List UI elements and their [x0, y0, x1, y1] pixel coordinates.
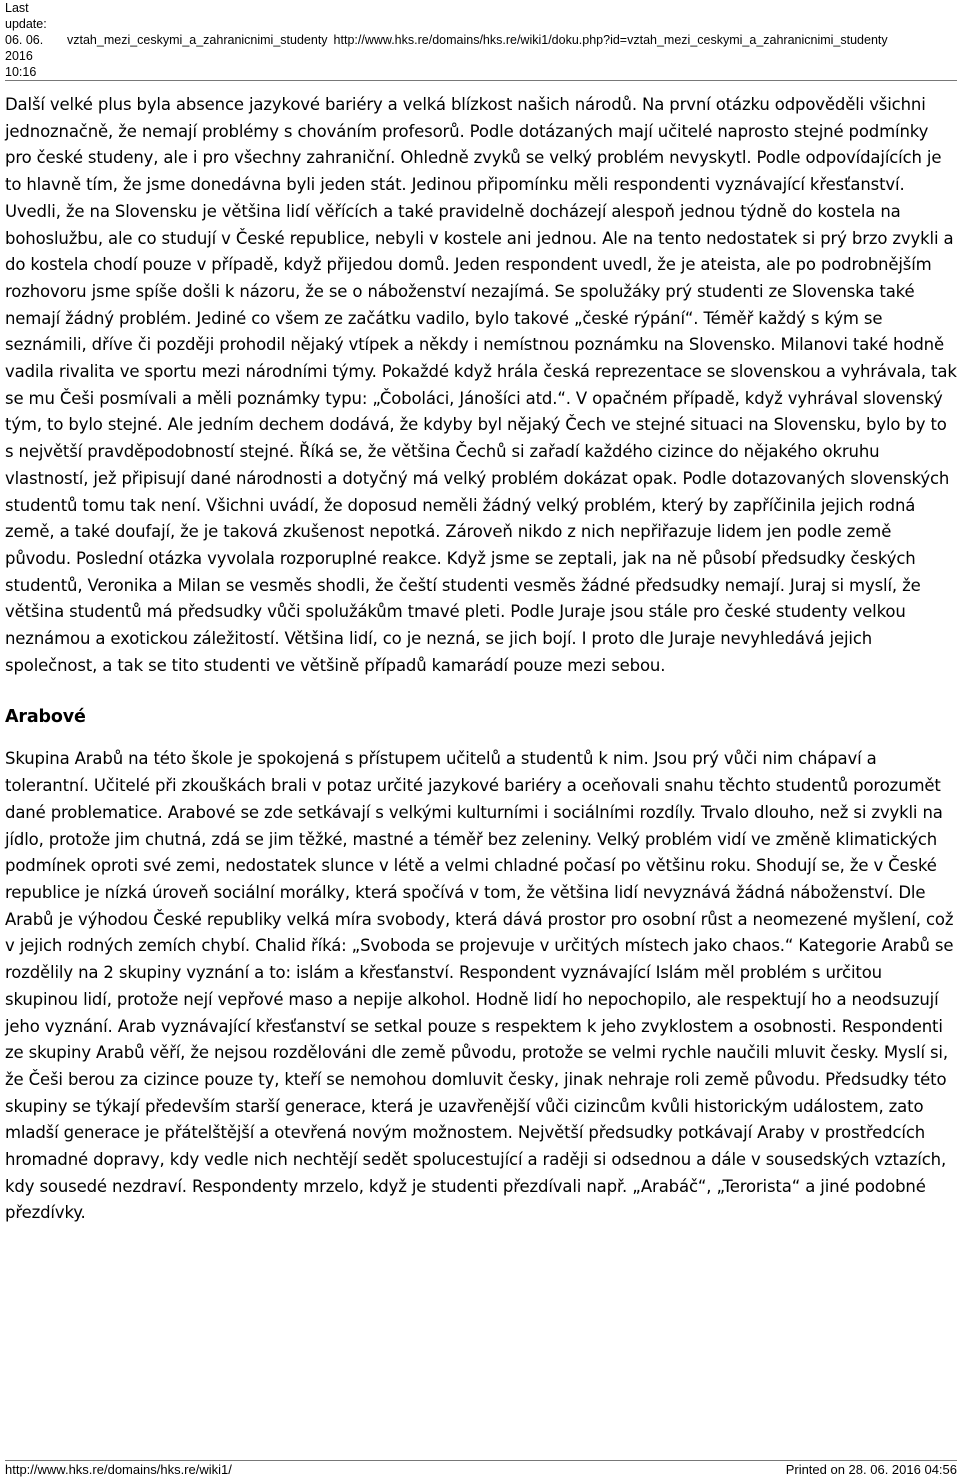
printed-on-text: Printed on 28. 06. 2016 04:56 — [785, 1462, 957, 1477]
section-heading-arabs: Arabové — [5, 707, 86, 728]
page-id: vztah_mezi_ceskymi_a_zahranicnimi_studenty — [67, 33, 328, 47]
body-paragraph-arabs: Skupina Arabů na této škole je spokojená s přístupem učitelů a studentů k nim. Jsou prý vůči nim chápaví a tolerantní. Učitelé při zkouškách brali v potaz určité jazykové bariéry a oceňovali snahu těchto studentů porozumět dané problematice. Arabové se zde setkávají s velkými kulturními i sociálními rozdíly. Trvalo dlouho, než si zvykli na jídlo, protože jim chutná, zdá se jim těžké, mastné a téměř bez zeleniny. Velký problém vidí ve změně klimatických podmínek oproti své zemi, nedostatek slunce v létě a velmi chladné počasí po většinu roku. Shodují se, že v České republice je nízká úroveň sociální morálky, která spočívá v tom, že většina lidí nevyznává žádná náboženství. Dle Arabů je výhodou České republiky velká míra svobody, která dává prostor pro osobní růst a neomezené myšlení, což v jejich rodných zemích chybí. Chalid říká: „Svoboda se projevuje v určitých místech jako chaos.“ Kategorie Arabů se rozdělily na 2 skupiny vyznání a to: islám a křesťanství. Respondent vyznávající Islám měl problém s určitou skupinou lidí, protože nejí vepřové maso a nepije alkohol. Hodně lidí ho nepochopilo, ale respektují ho a neodsuzují jeho vyznání. Arab vyznávající křesťanství se setkal pouze s respektem k jeho zvyklostem a osobnosti. Respondenti ze skupiny Arabů věří, že nejsou rozdělováni dle země původu, protože se velmi rychle naučili mluvit česky. Myslí si, že Češi berou za cizince pouze ty, kteří se nemohou domluvit česky, jinak nehraje roli země původu. Předsudky této skupiny se týkají především starší generace, která je uzavřenější vůči cizincům kvůli historickým událostem, zato mladší generace je přátelštější a otevřená novým možnostem. Největší předsudky potkávají Araby v prostředcích hromadné dopravy, kdy vedle nich nechtějí sedět spolucestující a raději si odsednou a dále v sousedských vztazích, kdy sousedé nezdraví. Respondenty mrzelo, když je studenti přezdívali např. „Arabáč“, „Terorista“ a jiné podobné přezdívky. — [5, 749, 954, 1223]
body-paragraph-slovaks: Další velké plus byla absence jazykové bariéry a velká blízkost našich národů. Na první otázku odpověděli všichni jednoznačně, že nemají problémy s chováním profesorů. Podle dotázaných mají učitelé naprosto stejné podmínky pro české studeny, ale i pro všechny zahraniční. Ohledně zvyků se velký problém nevyskytl. Podle odpovídajících je to hlavně tím, že jsme donedávna byli jeden stát. Jedinou připomínku měli respondenti vyznávající křesťanství. Uvedli, že na Slovensku je většina lidí věřících a také pravidelně docházejí alespoň jednou týdně do kostela na bohoslužbu, ale co studují v České republice, nebyli v kostele ani jednou. Ale na tento nedostatek si prý brzo zvykli a do kostela chodí pouze v případě, když přijedou domů. Jeden respondent uvedl, že je ateista, ale po podrobnějším rozhovoru jsme spíše došli k názoru, že se o náboženství nezajímá. Se spolužáky prý studenti ze Slovenska také nemají žádný problém. Jediné co všem ze začátku vadilo, bylo takové „české rýpání“. Téměř každý s kým se seznámili, dříve či později prohodil nějaký vtípek a někdy i nemístnou poznámku na Slovensko. Milanovi také hodně vadila rivalita ve sportu mezi národními týmy. Pokaždé když hrála česká reprezentace se slovenskou a vyhrávala, tak se mu Češi posmívali a měli poznámky typu: „Čoboláci, Jánošíci atd.“. V opačném případě, když vyhrával slovenský tým, to bylo stejné. Ale jedním dechem dodává, že kdyby byl nějaký Čech ve stejné situaci na Slovensku, bylo by to s největší pravděpodobností stejné. Říká se, že většina Čechů si zařadí každého cizince do nějakého okruhu vlastností, jež připisují dané národnosti a dotyčný má velký problém dokázat opak. Podle dotazovaných slovenských studentů tomu tak není. Všichni uvádí, že doposud neměli žádný velký problém, který by zapříčinila jejich rodná země, a také doufají, že je taková zkušenost nepotká. Zároveň nikdo z nich nepřiřazuje lidem jen podle země původu. Poslední otázka vyvolala rozporuplné reakce. Když jsme se zeptali, jak na ně působí předsudky českých studentů, Veronika a Milan se vesměs shodli, že čeští studenti vesměs žádné předsudky nemají. Juraj si myslí, že většina studentů má předsudky vůči spolužákům tmavé pleti. Podle Juraje jsou stále pro české studenty velkou neznámou a exotickou záležitostí. Většina lidí, co je nezná, se jich bojí. I proto dle Juraje nevyhledává jejich společnost, a tak se tito studenti ve většině případů kamarádí pouze mezi sebou. — [5, 95, 957, 675]
last-update-date: 06. 06. 2016 10:16 — [5, 33, 44, 79]
page-identifier — [67, 32, 888, 48]
page-footer — [5, 1460, 957, 1477]
footer-url-link[interactable]: http://www.hks.re/domains/hks.re/wiki1/ — [5, 1462, 232, 1477]
page-header — [5, 0, 957, 80]
page-url-link[interactable]: http://www.hks.re/domains/hks.re/wiki1/doku.php?id=vztah_mezi_ceskymi_a_zahranicnimi_studenty — [333, 33, 888, 47]
page-content — [5, 92, 957, 1227]
header-divider — [5, 80, 957, 81]
last-update-label: Last update: — [5, 1, 47, 31]
